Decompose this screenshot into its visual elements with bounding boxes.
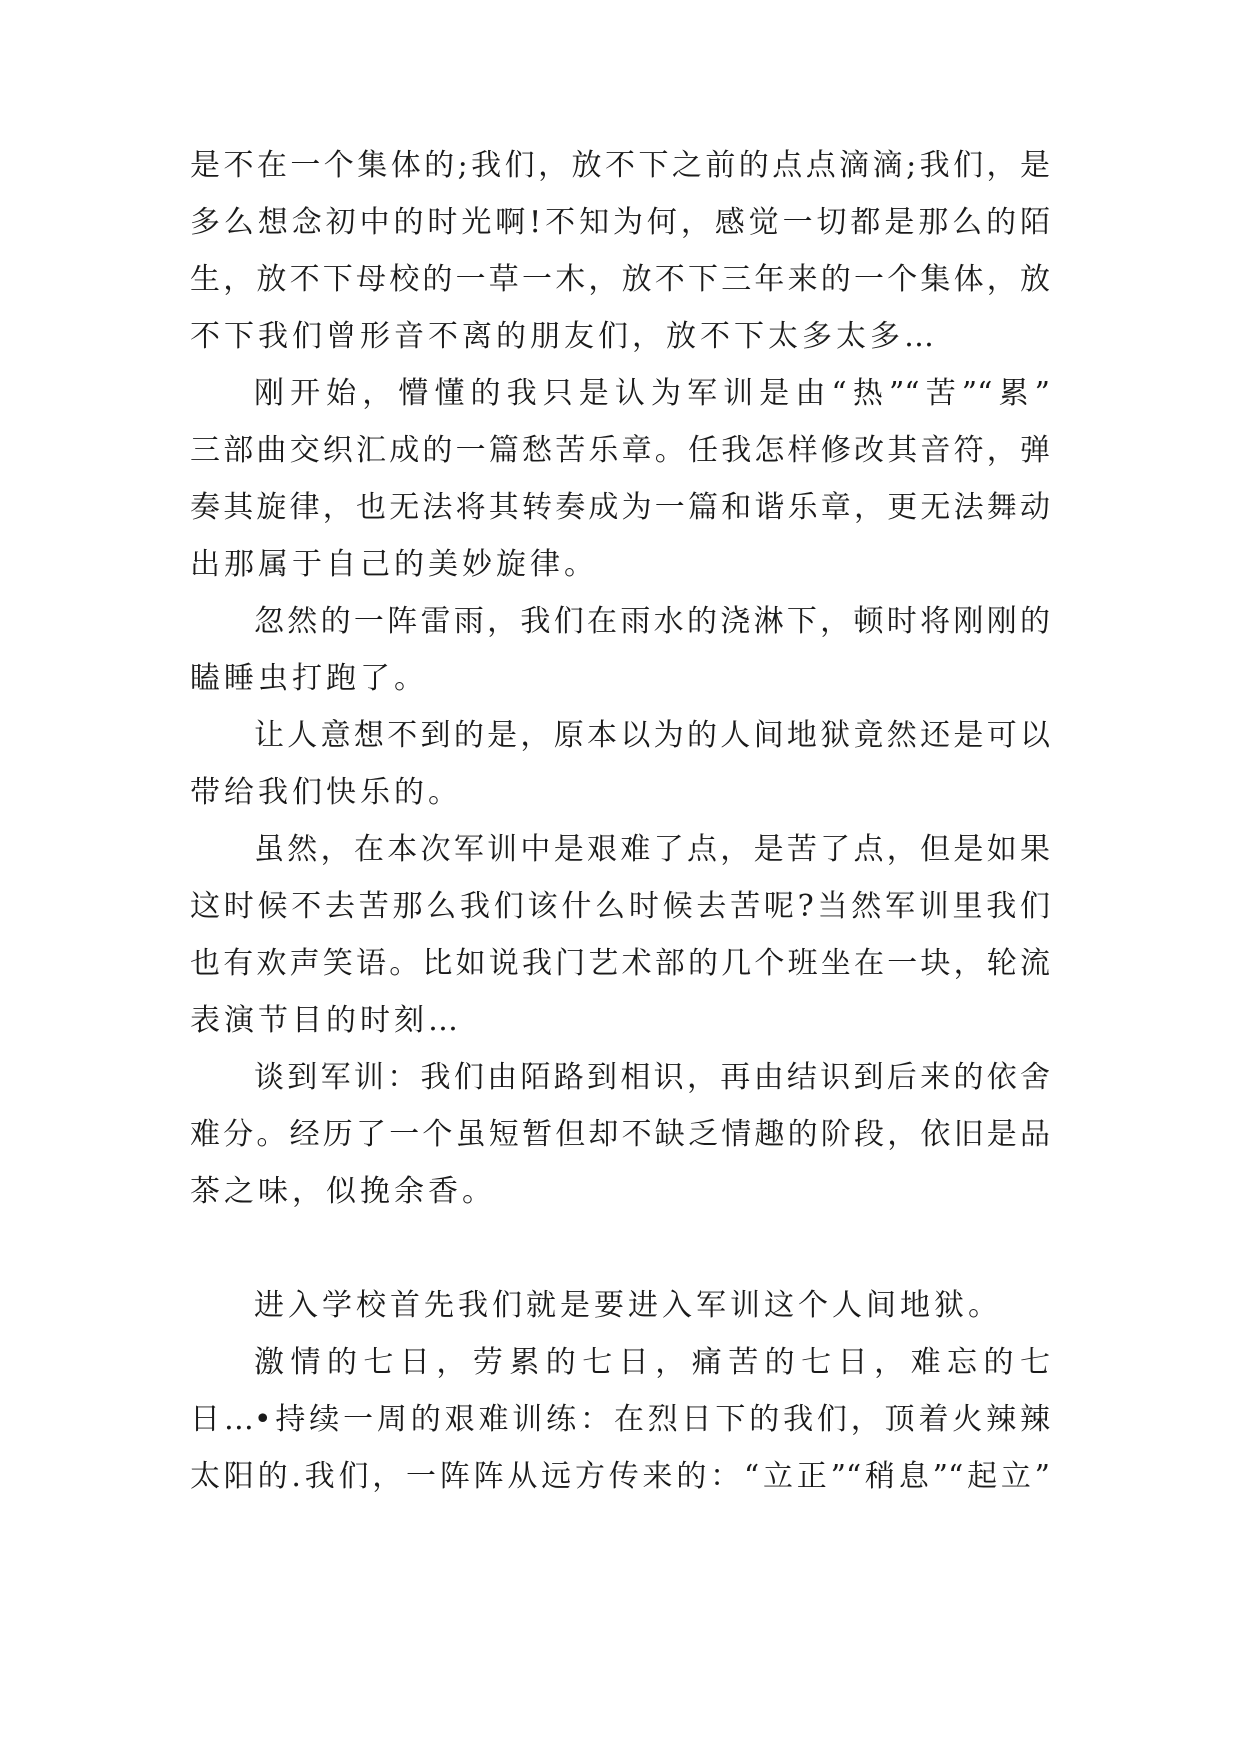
text-line: 瞌睡虫打跑了。 <box>190 661 428 696</box>
text-line: 表演节目的时刻… <box>190 1003 462 1038</box>
text-line: 是不在一个集体的;我们，放不下之前的点点滴滴;我们，是 <box>190 148 1050 183</box>
paragraph-first-line: 让人意想不到的是，原本以为的人间地狱竟然还是可以 <box>254 718 1050 753</box>
text-line: 日…•持续一周的艰难训练：在烈日下的我们，顶着火辣辣 <box>190 1402 1050 1437</box>
text-line: 茶之味，似挽余香。 <box>190 1174 496 1209</box>
paragraph-first-line: 虽然，在本次军训中是艰难了点，是苦了点，但是如果 <box>254 832 1050 867</box>
text-line: 三部曲交织汇成的一篇愁苦乐章。任我怎样修改其音符，弹 <box>190 433 1050 468</box>
text-line: 奏其旋律，也无法将其转奏成为一篇和谐乐章，更无法舞动 <box>190 490 1050 525</box>
paragraph-first-line: 忽然的一阵雷雨，我们在雨水的浇淋下，顿时将刚刚的 <box>254 604 1050 639</box>
paragraph-first-line: 刚开始，懵懂的我只是认为军训是由“热”“苦”“累” <box>254 376 1050 411</box>
paragraph-first-line: 进入学校首先我们就是要进入军训这个人间地狱。 <box>254 1288 1002 1323</box>
text-line: 带给我们快乐的。 <box>190 775 462 810</box>
text-line: 这时候不去苦那么我们该什么时候去苦呢?当然军训里我们 <box>190 889 1050 924</box>
text-line: 不下我们曾形音不离的朋友们，放不下太多太多… <box>190 319 938 354</box>
text-line: 多么想念初中的时光啊!不知为何，感觉一切都是那么的陌 <box>190 205 1050 240</box>
text-line: 太阳的.我们，一阵阵从远方传来的：“立正”“稍息”“起立” <box>190 1459 1050 1494</box>
text-line: 出那属于自己的美妙旋律。 <box>190 547 598 582</box>
paragraph-first-line: 谈到军训：我们由陌路到相识，再由结识到后来的依舍 <box>254 1060 1050 1095</box>
text-line: 生，放不下母校的一草一木，放不下三年来的一个集体，放 <box>190 262 1050 297</box>
paragraph-first-line: 激情的七日，劳累的七日，痛苦的七日，难忘的七 <box>254 1345 1050 1380</box>
text-line: 难分。经历了一个虽短暂但却不缺乏情趣的阶段，依旧是品 <box>190 1117 1050 1152</box>
text-line: 也有欢声笑语。比如说我门艺术部的几个班坐在一块，轮流 <box>190 946 1050 981</box>
